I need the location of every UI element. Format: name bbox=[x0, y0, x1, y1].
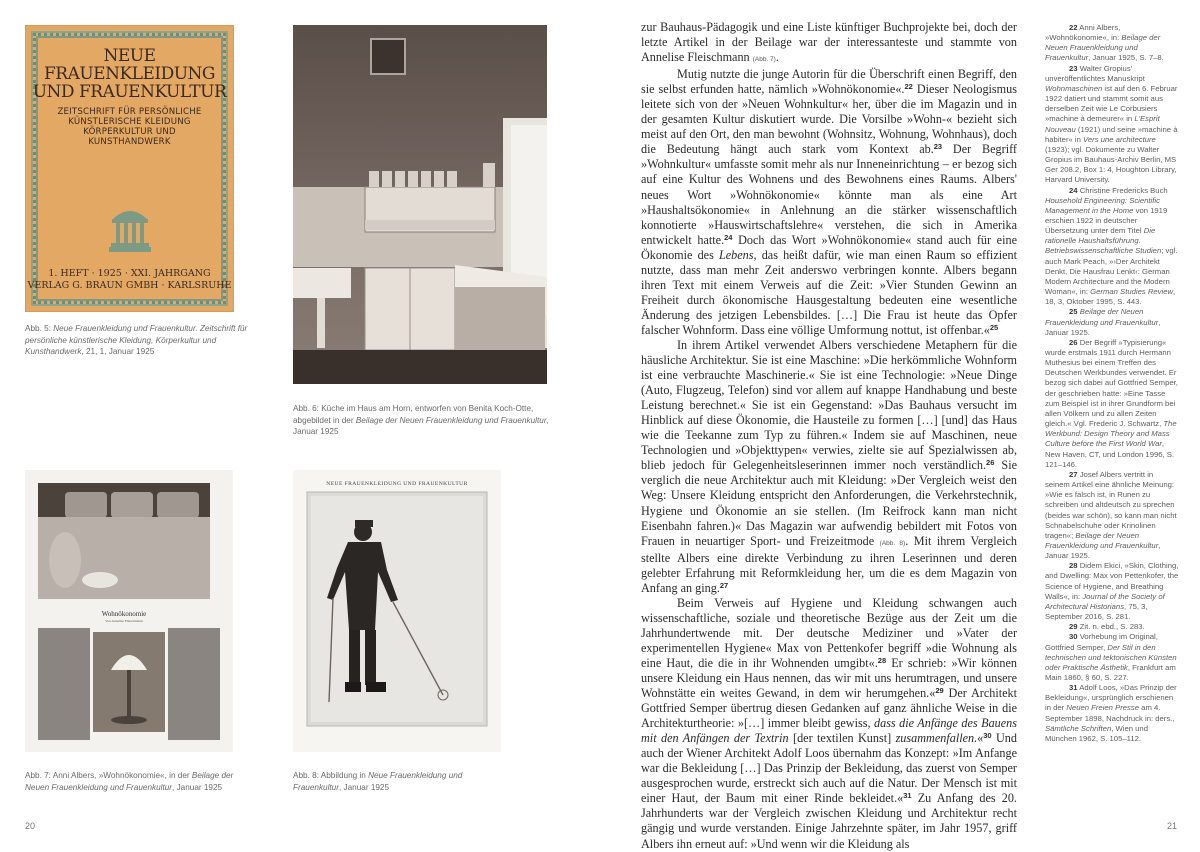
svg-text:NEUE FRAUENKLEIDUNG UND FRAUEN: NEUE FRAUENKLEIDUNG UND FRAUENKULTUR bbox=[326, 481, 468, 487]
footnote bbox=[1045, 338, 1180, 470]
caption-text: Abb. 5: bbox=[25, 324, 54, 333]
footnote-number: 31 bbox=[1069, 683, 1078, 693]
footnote-title: Journal of the Society of Architectural Historians bbox=[1045, 591, 1165, 611]
cover-publisher-line: VERLAG G. BRAUN GMBH · KARLSRUHE bbox=[27, 280, 232, 291]
svg-text:Wohnökonomie: Wohnökonomie bbox=[101, 610, 147, 618]
cover-subtitle-line: KÖRPERKULTUR UND bbox=[83, 127, 176, 137]
cover-title-line: UND FRAUENKULTUR bbox=[32, 82, 227, 102]
footnote-number: 30 bbox=[1069, 632, 1078, 642]
footnote-text: Der Begriff »Typisierung« wurde erstmals 1911 durch Hermann Muthesius bei einem Treffen des Deutschen Werkbundes verwendet. Er bezog sich dabei auf Gottfried Semper, der geschrieben hatte: »Eine Tasse zum Beispiel ist in ihrer Grundform bei allen Völkern und zu allen Zeiten gleich.« Vgl. Frederic J. Schwartz, bbox=[1045, 337, 1178, 429]
footnote-number: 23 bbox=[1069, 63, 1078, 73]
footnote-text: (1923); vgl. Dokumente zu Walter Gropius im Bauhaus-Archiv Berlin, MS Ger 208.2, Box 1: 4, Houghton Library, Harvard University. bbox=[1045, 144, 1177, 185]
figure-5-caption bbox=[25, 323, 265, 358]
main-text-column bbox=[641, 20, 1017, 852]
footnote-marker[interactable]: 28 bbox=[877, 655, 887, 665]
figure-6-caption bbox=[293, 403, 558, 438]
footnote bbox=[1045, 307, 1180, 337]
caption-text: Abb. 7: Anni Albers, »Wohnökonomie«, in der bbox=[25, 771, 192, 780]
body-paragraph bbox=[641, 338, 1017, 596]
footnote-text: , 18, 3, Oktober 1995, S. 443. bbox=[1045, 287, 1176, 307]
footnote-title: Wohnmaschinen bbox=[1045, 83, 1103, 93]
cover-title-line: FRAUENKLEIDUNG bbox=[43, 64, 215, 84]
page-number-right: 21 bbox=[1167, 821, 1178, 831]
body-text: Dieser Neologismus leitete sich von der »Neuen Wohnkultur« her, über die im Magazin und in der gesamten Kultur diskutiert wurde. Die Vorsilbe »Wohn-« bezieht sich meist auf den Ort, den man bewohnt (Wohnsitz, Wohnung, Wohnhaus), doch die Bedeutung hängt auch stark vom Kontext ab. bbox=[641, 82, 1017, 157]
footnote bbox=[1045, 23, 1180, 64]
footnote-text: ist auf den 6. Februar 1922 datiert und stammt somit aus derselben Zeit wie Le Corbusiers »machine à demeurer« in bbox=[1045, 83, 1178, 124]
footnote-text: , New Haven, CT, und London 1996, S. 121–146. bbox=[1045, 439, 1175, 469]
footnote-title: Beilage der Neuen Frauenkleidung und Frauenkultur bbox=[1045, 33, 1161, 63]
caption-text: , Januar 1925 bbox=[293, 415, 549, 437]
body-text: . Mit ihrem Vergleich stellte Albers eine direkte Verbindung zu ihren Leserinnen und deren gelebter Erfahrung mit Reformkleidung her, um die es dem Magazin von Anfang an ging. bbox=[641, 533, 1017, 595]
footnote-marker[interactable]: 25 bbox=[989, 322, 999, 332]
footnote-title: Sämtliche Schriften bbox=[1045, 723, 1112, 733]
footnote-title: Beilage der Neuen Frauenkleidung und Frauenkultur bbox=[1045, 307, 1159, 327]
sportswear-photo-image bbox=[293, 470, 501, 752]
caption-title: Neue Frauenkleidung und Frauenkultur. Zeitschrift für persönliche künstlerische Kleidung, Körperkultur und Kunsthandwerk bbox=[25, 324, 248, 357]
body-paragraph bbox=[641, 596, 1017, 852]
cover-title bbox=[25, 47, 234, 101]
body-text: Und auch der Wiener Architekt Adolf Loos übernahm das Konzept: »Im Anfange war die Bekleidung […] Das Prinzip der Bekleidung, das zuerst von Semper ausgesprochen wurde, erstreckt sich auch auf die Natur. Der Mensch ist mit einer Haut, der Baum mit einer Rinde bekleidet.« bbox=[641, 731, 1017, 806]
kitchen-photo-image bbox=[293, 25, 547, 384]
footnote-number: 22 bbox=[1069, 23, 1078, 32]
footnote-marker[interactable]: 26 bbox=[986, 458, 995, 468]
caption-text: , Januar 1925 bbox=[172, 782, 223, 792]
caption-text: Abb. 8: Abbildung in bbox=[293, 771, 369, 780]
body-text: Doch das Wort »Wohnökonomie« stand auch für eine Ökonomie des bbox=[641, 232, 1017, 262]
figure-7-article-page bbox=[25, 470, 233, 752]
footnote-title: L'Esprit Nouveau bbox=[1045, 114, 1160, 134]
body-text: Zu Anfang des 20. Jahrhunderts war der Vergleich zwischen Kleidung und Architektur recht gängig und wurde verstanden. Einige Jahrzehnte später, im Jahr 1957, griff Albers ihn erneut auf: »Und wenn wir die Kleidung als bbox=[641, 791, 1017, 851]
cover-subtitle-line: KUNSTHANDWERK bbox=[88, 137, 171, 147]
footnote-number: 28 bbox=[1069, 561, 1078, 571]
body-text: zur Bauhaus-Pädagogik und eine Liste künftiger Buchprojekte bei, doch der letzte Artikel in der Beilage war der interessanteste und stammte von Annelise Fleischmann bbox=[641, 20, 1017, 65]
footnote-title: Der Stil in den technischen und tektonischen Künsten oder Praktische Ästhetik bbox=[1045, 642, 1177, 672]
body-emphasis: zusammenfallen. bbox=[895, 731, 978, 746]
footnote bbox=[1045, 186, 1180, 308]
footnote-text: , Januar 1925. bbox=[1045, 317, 1161, 337]
cover-title-line: NEUE bbox=[103, 46, 156, 66]
footnote-title: Household Engineering: Scientific Management in the Home bbox=[1045, 195, 1160, 215]
body-text: . bbox=[775, 50, 779, 65]
cover-subtitle-line: ZEITSCHRIFT FÜR PERSÖNLICHE bbox=[57, 107, 202, 117]
body-emphasis: Lebens, bbox=[718, 247, 757, 262]
footnote-text: ; vgl. auch Mark Peach, »›Der Architekt Denkt, Die Hausfrau Lenkt‹: German Modern Architecture and the Modern Woman«, in: bbox=[1045, 246, 1178, 297]
footnote-title: German Studies Review bbox=[1090, 287, 1174, 297]
footnote-text: Zit. n. ebd., S. 283. bbox=[1077, 622, 1145, 632]
footnote bbox=[1045, 683, 1180, 744]
body-paragraph bbox=[641, 67, 1017, 338]
body-emphasis: dass die Anfänge des Bauens mit den Anfängen der Textrin bbox=[641, 716, 1017, 746]
footnote-text: Walter Gropius' unveröffentlichtes Manuskript bbox=[1045, 63, 1145, 83]
footnote-text: , Wien und München 1962, S. 105–112. bbox=[1045, 723, 1148, 743]
footnote-text: Adolf Loos, »Das Prinzip der Bekleidung«, ursprünglich erschienen in der bbox=[1045, 683, 1177, 713]
footnote bbox=[1045, 622, 1180, 632]
footnote-text: Josef Albers vertritt in seinem Artikel eine ähnliche Meinung: »Wie es falsch ist, in Runen zu schreiben und altdeutsch zu sprechen (beides war schön), so kann man nicht Schnabelschuhe oder Krinolinen tragen«; bbox=[1045, 469, 1177, 540]
cover-issue-line: 1. HEFT · 1925 · XXI. JAHRGANG bbox=[48, 268, 211, 279]
caption-text: , Januar 1925 bbox=[338, 782, 390, 792]
temple-emblem-icon bbox=[109, 203, 151, 253]
body-text: Der Begriff »Wohnkultur« umfasste somit mehr als nur Inneneinrichtung – er bezog sich auf eine Kultur des Wohnens und des Bewohnens eines Raums. Albers' neues Wort »Wohnökonomie« könnte man als eine Art »Haushaltsökonomie« in Anlehnung an die stärker wissenschaftlich konnotierte »Hauswirtschaftslehre« verstehen, die sich in Amerika entwickelt hatte. bbox=[641, 142, 1017, 247]
figure-8-caption bbox=[293, 770, 493, 793]
body-text: Der Architekt Gottfried Semper übertrug diesen Gedanken auf ganz ähnliche Weise in die Architekturtheorie: »[…] immer bleibt gewiss, bbox=[641, 686, 1017, 731]
figure-7-caption bbox=[25, 770, 235, 793]
footnote-title: The Werkbund: Design Theory and Mass Culture before the First World War bbox=[1045, 419, 1177, 449]
figure-6-kitchen-photo bbox=[293, 25, 547, 384]
figure-reference: (Abb. 7) bbox=[752, 56, 776, 64]
body-text: Beim Verweis auf Hygiene und Kleidung schwangen auch wissenschaftliche, soziale und theoretische Bezüge aus der Zeit um die Jahrhundertwende mit. Der deutsche Mediziner und »Vater der experimentellen Hygiene« Max von Pettenkofer begriff »die Wohnung als eine Haut, die die in ihr Wohnenden umgibt«. bbox=[641, 595, 1017, 670]
footnote-marker[interactable]: 22 bbox=[904, 82, 913, 92]
cover-subtitle bbox=[25, 107, 234, 147]
caption-title: Beilage der Neuen Frauenkleidung und Frauenkultur bbox=[25, 771, 234, 792]
figure-8-sportswear-photo bbox=[293, 470, 501, 752]
footnote-text: (1921) und seine »machine à habiter« in bbox=[1045, 124, 1178, 144]
figure-reference: (Abb. 8) bbox=[879, 539, 906, 547]
footnote-number: 25 bbox=[1069, 307, 1078, 317]
caption-title: Beilage der Neuen Frauenkleidung und Frauenkultur bbox=[355, 415, 547, 425]
body-text: das heißt dafür, wie man einen Raum so effizient nutzte, dass man mehr Zeit anderswo verbringen konnte. Albers begann ihren Text mit einem Verweis auf die Zeit: »Vier Stunden Gewinn an Freiheit durch ökonomische Hausgestaltung bedeuten eine wesentliche Änderung des jetzigen Lebensbildes. […] Die Frau ist heute das Opfer falscher Wohnform. Dass eine völlige Umformung nottut, ist offenbar.« bbox=[641, 247, 1018, 337]
footnote-title: Neuen Freien Presse bbox=[1066, 703, 1140, 713]
body-text: In ihrem Artikel verwendet Albers verschiedene Metaphern für die häusliche Architektur. Sie ist eine Maschine: »Die herkömmliche Wohnform ist eine verbrauchte Maschinerie.« Sie ist eine Technologie: »Neue Dinge (Auto, Flugzeug, Telefon) sind vor allem auf knappe Handhabung und beste Leistung berechnet.« Sie ist ein Gegenstand: »Das Bauhaus versucht im Hinblick auf diese Ökonomie, die Hausteile zu formen […] [und] das Haus wie die Teekanne zum Typ zu führen.« Indem sie auf Maschinen, neue Technologien und »Objekttypen« verwies, zielte sie auf Spezialwissen ab, blieb jedoch für Gelegenheitsleserinnen immer noch verständlich. bbox=[641, 337, 1017, 473]
footnote-title: Die rationelle Haushaltsführung. Betriebswissenschaftliche Studien bbox=[1045, 226, 1162, 256]
body-text: « bbox=[977, 731, 984, 746]
footnote-text: , 75, 3, September 2016, S. 281. bbox=[1045, 601, 1148, 622]
caption-title: Neue Frauenkleidung und Frauenkultur bbox=[293, 771, 463, 792]
footnote-title: Vers une architecture bbox=[1083, 134, 1156, 144]
footnote-marker[interactable]: 24 bbox=[724, 232, 733, 242]
footnote-text: von 1919 erschien 1922 in deutscher Übersetzung unter dem Titel bbox=[1045, 205, 1168, 236]
footnote-text: Anni Albers, »Wohnökonomie«, in: bbox=[1045, 23, 1122, 43]
body-paragraph bbox=[641, 20, 1017, 67]
footnote-number: 27 bbox=[1069, 469, 1078, 479]
footnote bbox=[1045, 561, 1180, 622]
page-number-left: 20 bbox=[25, 821, 36, 831]
footnote-text: , Januar 1925. bbox=[1045, 540, 1161, 561]
cover-subtitle-line: KÜNSTLERISCHE KLEIDUNG bbox=[68, 117, 191, 127]
cover-footer bbox=[25, 268, 234, 292]
footnote bbox=[1045, 64, 1180, 186]
footnote-marker[interactable]: 23 bbox=[933, 142, 943, 152]
footnote-number: 24 bbox=[1069, 185, 1078, 195]
body-text: Er schrieb: »Wir können unsere Kleidung ein Haus nennen, das wir mit uns herumtragen, und unsere Wohnstätte ein weites Gewand, in dem wir herumgehen.« bbox=[641, 655, 1017, 701]
footnote-text: , Frankfurt am Main 1860, § 60, S. 227. bbox=[1045, 662, 1176, 682]
footnote bbox=[1045, 470, 1180, 561]
footnote-marker[interactable]: 27 bbox=[719, 580, 729, 590]
footnote-marker[interactable]: 29 bbox=[935, 686, 944, 696]
footnote-title: Beilage der Neuen Frauenkleidung und Frauenkultur bbox=[1045, 530, 1159, 550]
figure-5-magazine-cover bbox=[25, 25, 234, 312]
body-text: Mutig nutzte die junge Autorin für die Überschrift einen Begriff, den sie selbst erfunden hatte, nämlich »Wohnökonomie«. bbox=[641, 67, 1017, 97]
caption-text: , 21, 1, Januar 1925 bbox=[81, 347, 155, 357]
footnote-text: Christine Fredericks Buch bbox=[1077, 185, 1168, 195]
footnote-marker[interactable]: 30 bbox=[983, 731, 992, 741]
footnote-number: 29 bbox=[1069, 622, 1078, 632]
footnote-text: Didem Ekici, »Skin, Clothing, and Dwelling: Max von Pettenkofer, the Science of Hygiene, and Breathing Walls«, in: bbox=[1045, 561, 1179, 601]
footnote-text: , Januar 1925, S. 7–8. bbox=[1088, 53, 1164, 63]
footnote-text: Vorhebung im Original, Gottfried Semper, bbox=[1045, 632, 1158, 652]
body-text: Sie verglich die neue Architektur auch mit Kleidung: »Der Vergleich weist den Weg: Unsere Kleidung entspricht den Anforderungen, die Verkehrstechnik, Hygiene und Ökonomie an sie stellen. (Im Reifrock kann man nicht Eisenbahn fahren.)« Das Magazin war aufwendig bebildert mit Fotos von Frauen in neuartiger Sport- und Freizeitmode bbox=[641, 458, 1017, 548]
svg-text:Von Annelise Fleischmann: Von Annelise Fleischmann bbox=[105, 619, 143, 623]
article-page-image bbox=[25, 470, 233, 752]
footnote-marker[interactable]: 31 bbox=[903, 791, 912, 801]
footnote-text: am 4. September 1898, Nachdruck in: ders., bbox=[1045, 703, 1175, 723]
footnotes-column bbox=[1045, 23, 1180, 744]
body-text: [der textilen Kunst] bbox=[788, 731, 896, 746]
footnote bbox=[1045, 632, 1180, 683]
footnote-number: 26 bbox=[1069, 337, 1078, 347]
caption-text: Abb. 6: Küche im Haus am Horn, entworfen von Benita Koch-Otte, abgebildet in der bbox=[293, 404, 534, 425]
